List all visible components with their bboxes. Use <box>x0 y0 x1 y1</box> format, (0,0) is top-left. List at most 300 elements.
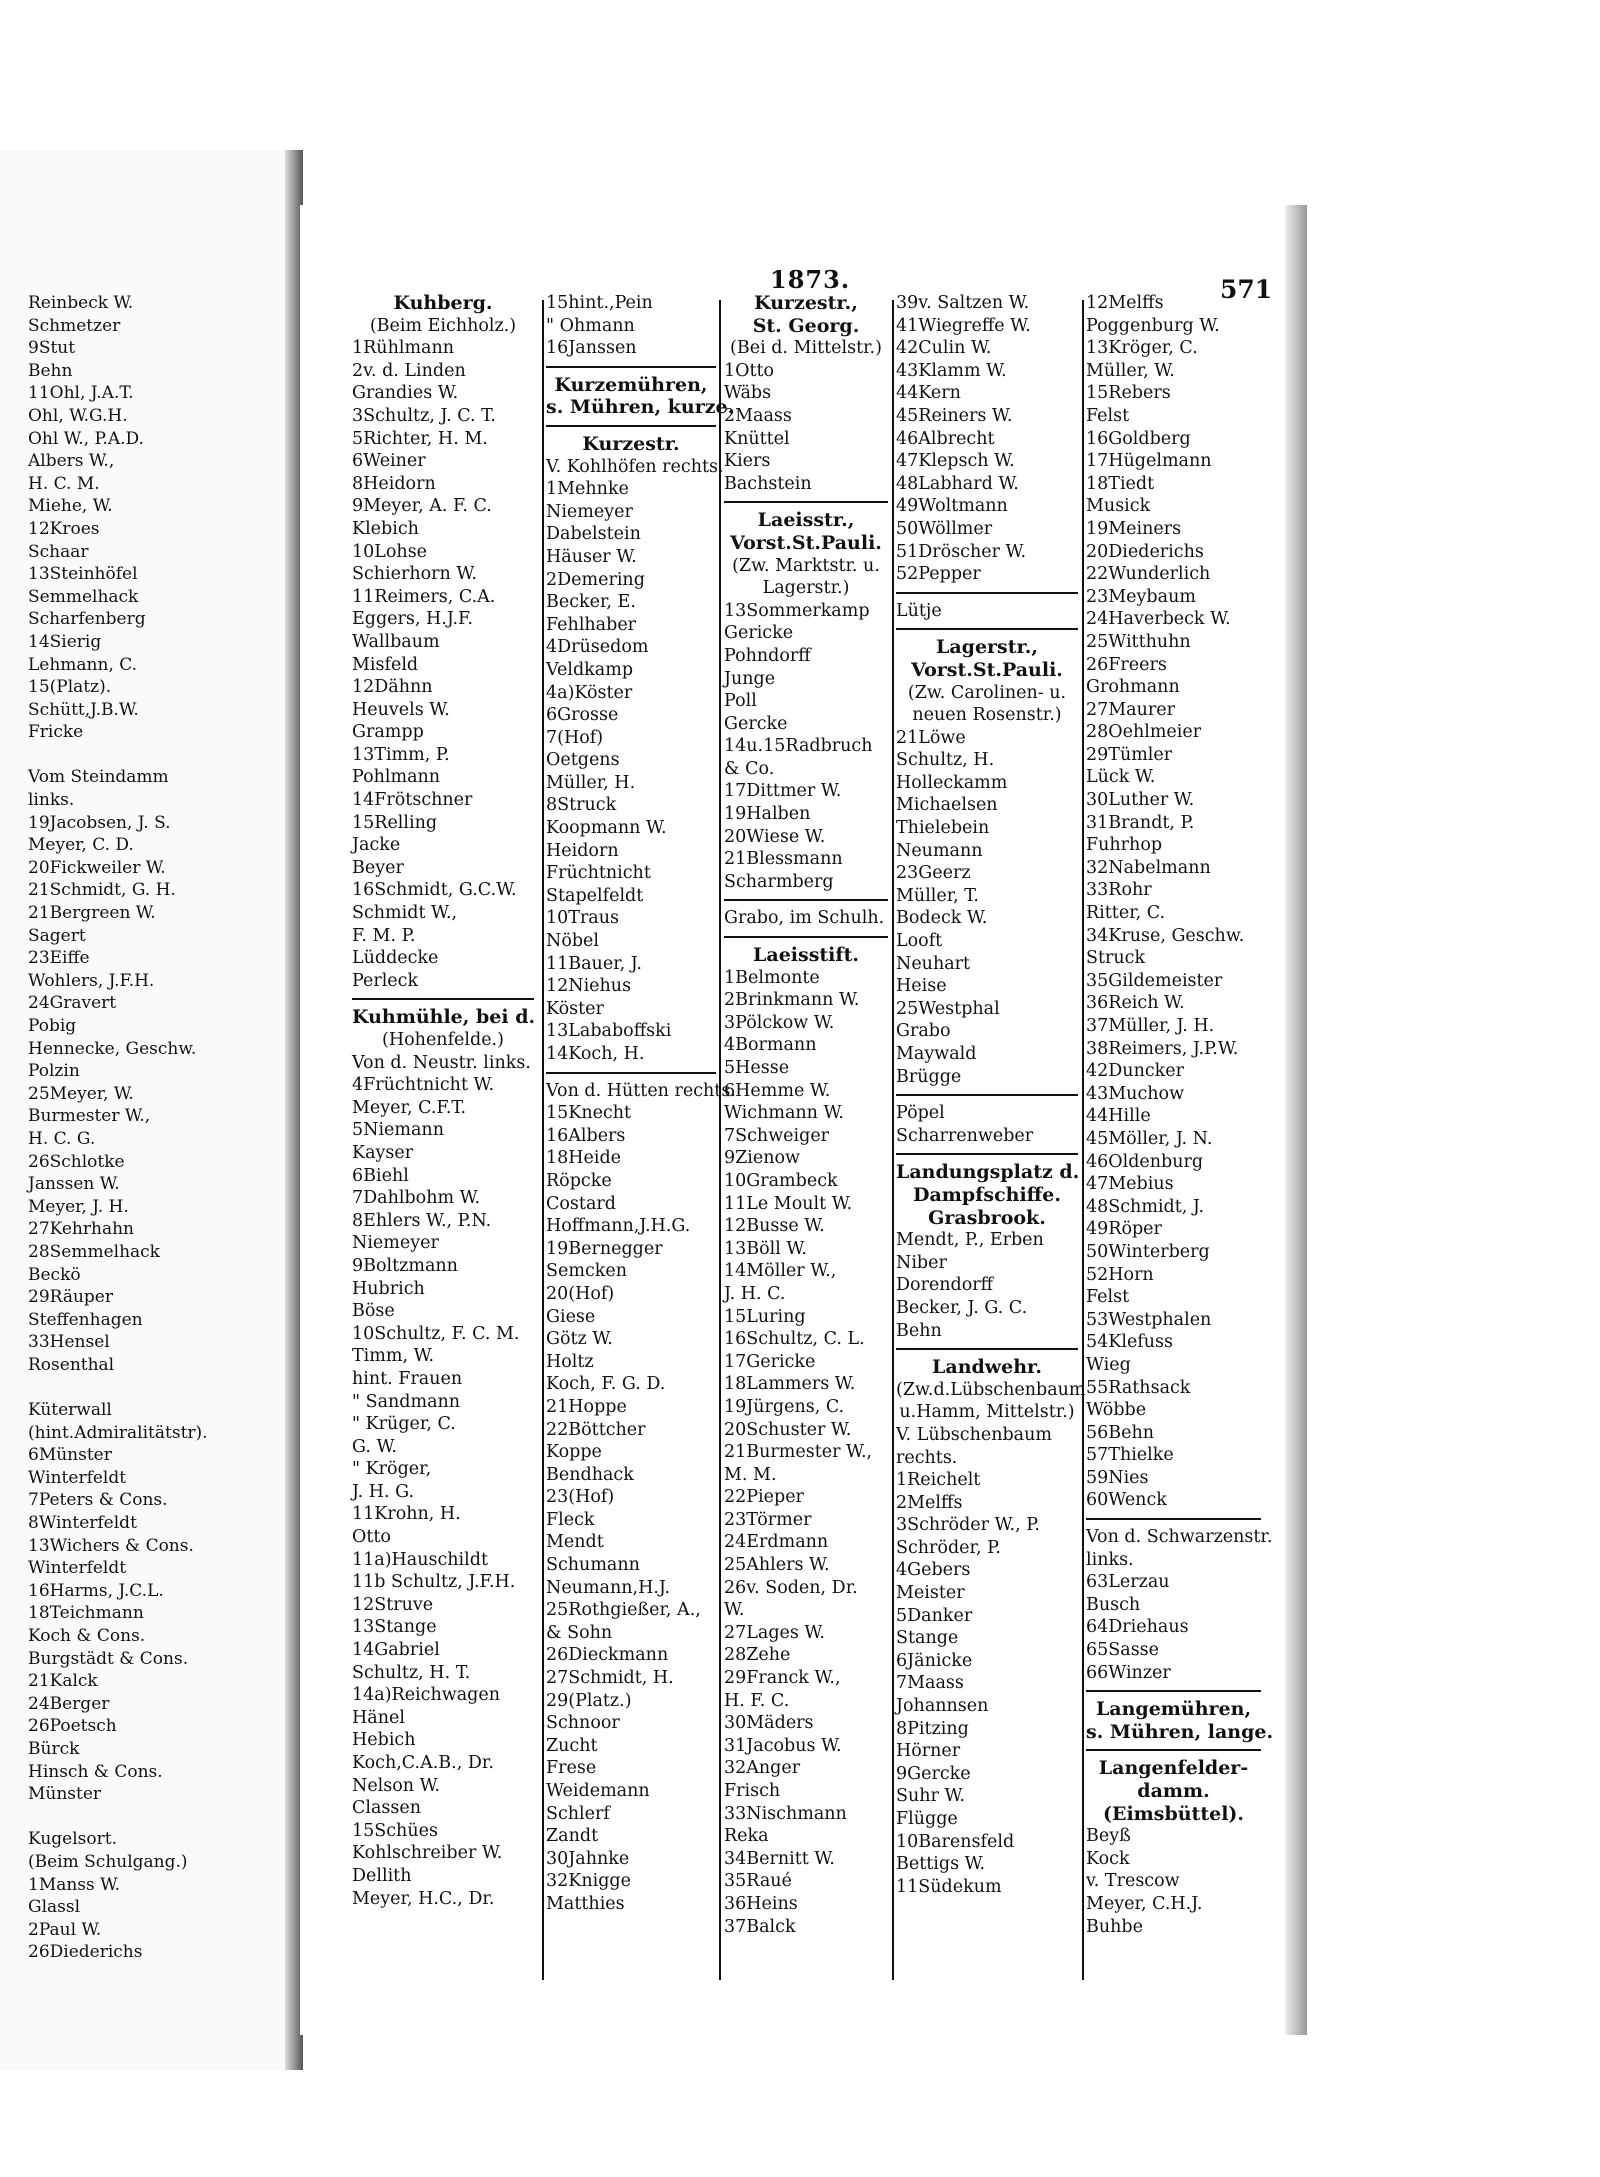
resident-entry: Hänel <box>352 1707 405 1728</box>
resident-entry: Poggenburg W. <box>1086 315 1220 336</box>
resident-entry: Classen <box>352 1798 422 1819</box>
resident-entry: 15Luring <box>724 1306 806 1327</box>
resident-entry: 23(Hof) <box>546 1487 615 1508</box>
resident-entry: 22Böttcher <box>546 1419 646 1440</box>
left-entry: Wohlers, J.F.H. <box>28 970 155 991</box>
resident-entry: " Kröger, <box>352 1459 432 1480</box>
resident-entry: 21Löwe <box>896 727 966 748</box>
resident-entry: 1Otto <box>724 360 775 381</box>
resident-entry: 13Stange <box>352 1617 437 1638</box>
section-rule <box>546 1072 716 1074</box>
section-rule <box>724 899 888 901</box>
resident-entry: Frese <box>546 1758 597 1779</box>
resident-entry: 10Lohse <box>352 541 428 562</box>
left-entry: 11Ohl, J.A.T. <box>28 383 134 404</box>
resident-entry: V. Lübschenbaum <box>896 1424 1052 1445</box>
resident-entry: rechts. <box>896 1447 958 1468</box>
resident-entry: 4Gebers <box>896 1560 971 1581</box>
resident-entry: 15Knecht <box>546 1103 632 1124</box>
resident-entry: Schröder, P. <box>896 1537 1001 1558</box>
resident-entry: 45Möller, J. N. <box>1086 1128 1213 1149</box>
resident-entry: 63Lerzau <box>1086 1572 1170 1593</box>
resident-entry: 47Klepsch W. <box>896 451 1015 472</box>
column-rule <box>892 300 894 1980</box>
left-entry: Pobig <box>28 1016 77 1036</box>
resident-entry: 47Mebius <box>1086 1174 1174 1195</box>
resident-entry: Nelson W. <box>352 1775 441 1796</box>
resident-entry: Kock <box>1086 1848 1130 1869</box>
resident-entry: 3Pölckow W. <box>724 1012 835 1033</box>
resident-entry: Bachstein <box>724 473 812 494</box>
left-entry: 33Hensel <box>28 1332 110 1353</box>
street-heading: Kuhberg. <box>393 292 493 314</box>
left-entry: 7Peters & Cons. <box>28 1490 168 1511</box>
resident-entry: hint. Frauen <box>352 1368 463 1389</box>
resident-entry: 2Melffs <box>896 1492 963 1513</box>
left-entry: Hennecke, Geschw. <box>28 1038 197 1059</box>
directory-column-3 <box>724 292 888 1938</box>
street-note: (Zw.d.Lübschenbaum <box>896 1379 1086 1400</box>
left-entry: 18Teichmann <box>28 1603 144 1624</box>
resident-entry: 13Timm, P. <box>352 744 450 765</box>
resident-entry: Böse <box>352 1301 395 1322</box>
left-entry: Miehe, W. <box>28 496 113 517</box>
resident-entry: v. Trescow <box>1086 1871 1180 1892</box>
resident-entry: 43Klamm W. <box>896 360 1007 381</box>
resident-entry: 11Bauer, J. <box>546 953 642 974</box>
resident-entry: Wöbbe <box>1086 1400 1147 1421</box>
left-entry: Schmetzer <box>28 315 121 336</box>
resident-entry: 23Meybaum <box>1086 586 1196 607</box>
resident-entry: 18Tiedt <box>1086 473 1155 494</box>
resident-entry: 16Schultz, C. L. <box>724 1329 865 1350</box>
resident-entry: 53Westphalen <box>1086 1309 1212 1330</box>
street-note: (Beim Eichholz.) <box>369 315 517 336</box>
column-rule <box>542 300 544 1980</box>
resident-entry: Hoffmann,J.H.G. <box>546 1216 691 1237</box>
left-entry: Behn <box>28 360 73 381</box>
resident-entry: 20Schuster W. <box>724 1419 852 1440</box>
resident-entry: Brügge <box>896 1066 962 1087</box>
section-rule <box>724 501 888 503</box>
resident-entry: 31Brandt, P. <box>1086 812 1195 833</box>
resident-entry: Buhbe <box>1086 1916 1143 1937</box>
left-entry: Winterfeldt <box>28 1467 127 1488</box>
street-note: Lagerstr.) <box>762 578 850 599</box>
resident-entry: & Co. <box>724 758 775 779</box>
left-entry: 20Fickweiler W. <box>28 857 166 878</box>
resident-entry: Lüddecke <box>352 948 439 969</box>
resident-entry: Eggers, H.J.F. <box>352 609 474 630</box>
left-entry: 21Bergreen W. <box>28 903 156 924</box>
resident-entry: 13Kröger, C. <box>1086 338 1198 359</box>
column-rule <box>1082 300 1084 1980</box>
resident-entry: 65Sasse <box>1086 1640 1160 1661</box>
resident-entry: Von d. Hütten rechts. <box>546 1080 736 1101</box>
resident-entry: 20Diederichs <box>1086 541 1204 562</box>
left-entry: 2Paul W. <box>28 1919 102 1940</box>
resident-entry: 5Hesse <box>724 1058 790 1078</box>
resident-entry: 9Boltzmann <box>352 1255 458 1276</box>
left-entry: Sagert <box>28 925 86 946</box>
resident-entry: 32Knigge <box>546 1871 631 1892</box>
resident-entry: 5Richter, H. M. <box>352 428 488 449</box>
resident-entry: Wäbs <box>724 383 772 404</box>
left-entry: Hinsch & Cons. <box>28 1761 163 1782</box>
resident-entry: 9Gercke <box>896 1763 971 1784</box>
resident-entry: Fehlhaber <box>546 614 637 635</box>
resident-entry: Becker, J. G. C. <box>896 1297 1028 1318</box>
resident-entry: 39v. Saltzen W. <box>896 293 1030 313</box>
resident-entry: 25Westphal <box>896 998 1000 1019</box>
directory-column-1 <box>352 292 534 1910</box>
resident-entry: 44Hille <box>1086 1106 1151 1127</box>
resident-entry: 11Krohn, H. <box>352 1504 461 1525</box>
resident-entry: Koppe <box>546 1442 602 1463</box>
resident-entry: 14u.15Radbruch <box>724 736 873 757</box>
resident-entry: 21Hoppe <box>546 1396 627 1417</box>
resident-entry: Fleck <box>546 1509 595 1530</box>
left-entry <box>28 1377 210 1400</box>
resident-entry: 46Albrecht <box>896 428 995 449</box>
street-heading: Kurzestr., <box>754 292 858 314</box>
resident-entry: Neumann,H.J. <box>546 1577 671 1598</box>
resident-entry: 16Janssen <box>546 338 637 359</box>
left-entry: Ohl, W.G.H. <box>28 405 128 426</box>
resident-entry: Wichmann W. <box>724 1103 844 1124</box>
left-entry: 26Poetsch <box>28 1716 117 1737</box>
resident-entry: 50Winterberg <box>1086 1241 1210 1262</box>
resident-entry: M. M. <box>724 1464 777 1485</box>
street-heading: Kuhmühle, bei d. <box>352 1006 536 1029</box>
left-entry: 15(Platz). <box>28 677 112 698</box>
resident-entry: 48Labhard W. <box>896 473 1019 494</box>
left-page-column <box>28 292 210 1964</box>
left-entry: Steffenhagen <box>28 1309 143 1330</box>
section-rule <box>896 628 1078 630</box>
resident-entry: Becker, E. <box>546 592 636 613</box>
resident-entry: 20Wiese W. <box>724 826 826 847</box>
resident-entry: Junge <box>724 668 776 689</box>
left-entry: Polzin <box>28 1061 80 1082</box>
resident-entry: Jacke <box>352 835 401 856</box>
page-year: 1873. <box>770 265 851 294</box>
section-rule <box>1086 1749 1261 1751</box>
resident-entry: 4Drüsedom <box>546 637 649 658</box>
street-note: (Zw. Carolinen- u. <box>907 682 1067 703</box>
resident-entry: 48Schmidt, J. <box>1086 1196 1205 1217</box>
resident-entry: Michaelsen <box>896 795 998 816</box>
left-entry: 26Diederichs <box>28 1942 143 1963</box>
resident-entry: 2Demering <box>546 569 645 590</box>
left-entry: Schütt,J.B.W. <box>28 699 139 720</box>
resident-entry: Dellith <box>352 1865 412 1886</box>
resident-entry: Koopmann W. <box>546 818 667 839</box>
resident-entry: Beyer <box>352 857 404 878</box>
resident-entry: 54Klefuss <box>1086 1332 1174 1353</box>
resident-entry: Lück W. <box>1086 767 1156 788</box>
resident-entry: 11Südekum <box>896 1876 1002 1897</box>
left-entry: Münster <box>28 1784 102 1805</box>
resident-entry: 6Biehl <box>352 1165 409 1186</box>
left-entry: Winterfeldt <box>28 1558 127 1579</box>
resident-entry: 4Bormann <box>724 1035 817 1056</box>
left-entry: 27Kehrhahn <box>28 1219 134 1240</box>
section-rule <box>546 366 716 368</box>
resident-entry: Häuser W. <box>546 546 637 567</box>
resident-entry: 17Dittmer W. <box>724 781 842 802</box>
resident-entry: Köster <box>546 998 604 1019</box>
resident-entry: 1Reichelt <box>896 1470 981 1491</box>
resident-entry: Reka <box>724 1826 769 1847</box>
resident-entry: 10Barensfeld <box>896 1831 1015 1852</box>
resident-entry: 25Rothgießer, A., <box>546 1600 701 1621</box>
resident-entry: Grampp <box>352 722 424 743</box>
resident-entry: Johannsen <box>896 1696 989 1717</box>
resident-entry: Giese <box>546 1306 596 1327</box>
resident-entry: Heuvels W. <box>352 699 450 720</box>
resident-entry: Müller, W. <box>1086 360 1175 381</box>
left-entry: links. <box>28 790 75 811</box>
resident-entry: Scharrenweber <box>896 1125 1034 1146</box>
resident-entry: 5Danker <box>896 1605 973 1626</box>
resident-entry: Neuhart <box>896 953 971 974</box>
resident-entry: Bettigs W. <box>896 1854 986 1875</box>
resident-entry: Maywald <box>896 1044 977 1064</box>
resident-entry: 41Wiegreffe W. <box>896 315 1031 336</box>
resident-entry: Ritter, C. <box>1086 903 1166 924</box>
section-rule <box>896 1348 1078 1350</box>
resident-entry: 1Rühlmann <box>352 338 455 359</box>
left-entry: 13Wichers & Cons. <box>28 1535 194 1556</box>
street-note: u.Hamm, Mittelstr.) <box>899 1402 1075 1423</box>
resident-entry: 49Woltmann <box>896 496 1008 517</box>
left-entry: Meyer, J. H. <box>28 1196 129 1217</box>
resident-entry: Perleck <box>352 970 419 991</box>
left-entry: 16Harms, J.C.L. <box>28 1580 164 1601</box>
street-note: (Hohenfelde.) <box>382 1030 504 1050</box>
resident-entry: Stapelfeldt <box>546 885 644 906</box>
resident-entry: 1Belmonte <box>724 967 820 988</box>
left-entry: Burmester W., <box>28 1106 151 1127</box>
resident-entry: 18Heide <box>546 1148 622 1169</box>
resident-entry: 3Schultz, J. C. T. <box>352 405 496 426</box>
resident-entry: F. M. P. <box>352 925 416 946</box>
resident-entry: Wieg <box>1086 1354 1131 1375</box>
left-entry: Scharfenberg <box>28 609 146 630</box>
resident-entry: 8Pitzing <box>896 1718 969 1739</box>
resident-entry: 46Oldenburg <box>1086 1151 1204 1172</box>
resident-entry: Schultz, H. <box>896 750 995 771</box>
resident-entry: Meyer, H.C., Dr. <box>352 1888 495 1909</box>
resident-entry: 33Nischmann <box>724 1803 847 1824</box>
resident-entry: Holtz <box>546 1351 594 1372</box>
left-entry: 25Meyer, W. <box>28 1083 134 1104</box>
left-entry: Ohl W., P.A.D. <box>28 428 144 449</box>
resident-entry: 12Niehus <box>546 976 632 997</box>
resident-entry: W. <box>724 1600 745 1621</box>
resident-entry: 57Thielke <box>1086 1445 1174 1466</box>
resident-entry: 55Rathsack <box>1086 1377 1191 1398</box>
resident-entry: 14Frötschner <box>352 790 473 811</box>
street-heading: (Eimsbüttel). <box>1102 1802 1245 1825</box>
street-heading: Langenfelder- <box>1098 1757 1249 1780</box>
page-edge <box>1285 205 1307 2035</box>
resident-entry: 42Duncker <box>1086 1061 1184 1082</box>
left-entry: 1Manss W. <box>28 1874 121 1895</box>
resident-entry: 1Mehnke <box>546 479 629 500</box>
resident-entry: Misfeld <box>352 654 419 675</box>
left-entry: Semmelhack <box>28 586 139 607</box>
left-entry: Meyer, C. D. <box>28 835 134 856</box>
section-rule <box>352 998 534 1000</box>
street-heading: damm. <box>1137 1780 1210 1802</box>
resident-entry: Grohmann <box>1086 677 1180 698</box>
resident-entry: 8Ehlers W., P.N. <box>352 1210 492 1231</box>
street-heading: Laeisstr., <box>757 509 855 532</box>
resident-entry: Röpcke <box>546 1170 612 1191</box>
resident-entry: 27Schmidt, H. <box>546 1668 674 1689</box>
resident-entry: 29Tümler <box>1086 744 1173 765</box>
resident-entry: Matthies <box>546 1893 625 1914</box>
resident-entry: 21Blessmann <box>724 849 843 870</box>
resident-entry: 60Wenck <box>1086 1490 1167 1511</box>
left-entry: 13Steinhöfel <box>28 564 138 585</box>
resident-entry: 33Rohr <box>1086 880 1152 901</box>
resident-entry: Grabo, im Schulh. <box>724 908 885 929</box>
section-rule <box>1086 1690 1261 1692</box>
resident-entry: Wallbaum <box>352 631 440 652</box>
left-entry: 21Kalck <box>28 1671 98 1692</box>
resident-entry: 36Heins <box>724 1893 798 1914</box>
street-note: neuen Rosenstr.) <box>912 705 1062 726</box>
resident-entry: 19Jürgens, C. <box>724 1396 845 1417</box>
resident-entry: 25Witthuhn <box>1086 631 1191 652</box>
resident-entry: Hörner <box>896 1741 961 1762</box>
left-entry: Burgstädt & Cons. <box>28 1648 189 1669</box>
resident-entry: & Sohn <box>546 1622 613 1643</box>
section-rule <box>896 1153 1078 1155</box>
left-entry: Fricke <box>28 722 84 743</box>
resident-entry: 23Geerz <box>896 863 971 884</box>
resident-entry: 29Franck W., <box>724 1668 841 1689</box>
resident-entry: 7(Hof) <box>546 727 604 748</box>
left-entry: 9Stut <box>28 338 76 359</box>
resident-entry: Grandies W. <box>352 383 459 404</box>
left-entry: (Beim Schulgang.) <box>28 1851 188 1872</box>
resident-entry: 11Le Moult W. <box>724 1193 853 1214</box>
section-rule <box>896 592 1078 594</box>
resident-entry: 10Schultz, F. C. M. <box>352 1323 520 1344</box>
resident-entry: 23Törmer <box>724 1509 812 1530</box>
resident-entry: Nöbel <box>546 931 600 952</box>
resident-entry: 11Reimers, C.A. <box>352 586 496 607</box>
resident-entry: 64Driehaus <box>1086 1617 1189 1638</box>
resident-entry: Veldkamp <box>546 659 634 680</box>
resident-entry: Meyer, C.H.J. <box>1086 1893 1203 1914</box>
resident-entry: 14Gabriel <box>352 1640 440 1661</box>
resident-entry: Semcken <box>546 1261 627 1282</box>
left-entry: Vom Steindamm <box>28 767 169 788</box>
resident-entry: Von d. Neustr. links. <box>352 1052 531 1073</box>
resident-entry: Felst <box>1086 405 1130 426</box>
resident-entry: Müller, T. <box>896 885 979 906</box>
resident-entry: 29(Platz.) <box>546 1690 632 1711</box>
resident-entry: 12Dähnn <box>352 677 433 698</box>
left-entry: 26Schlotke <box>28 1151 125 1172</box>
resident-entry: 13Lababoffski <box>546 1021 672 1042</box>
resident-entry: 56Behn <box>1086 1422 1155 1443</box>
resident-entry: 14Möller W., <box>724 1261 837 1282</box>
street-heading: Landwehr. <box>932 1356 1042 1379</box>
left-entry: 21Schmidt, G. H. <box>28 880 176 901</box>
resident-entry: 16Albers <box>546 1125 626 1146</box>
resident-entry: 5Niemann <box>352 1120 444 1141</box>
section-rule <box>1086 1518 1261 1520</box>
resident-entry: G. W. <box>352 1436 397 1457</box>
street-heading: Landungsplatz d. <box>896 1161 1080 1184</box>
left-entry: 23Eiffe <box>28 948 90 969</box>
resident-entry: Klebich <box>352 518 419 539</box>
left-entry: 24Berger <box>28 1693 110 1714</box>
resident-entry: Zandt <box>546 1826 599 1847</box>
street-heading: Lagerstr., <box>935 636 1039 659</box>
resident-entry: Timm, W. <box>352 1346 435 1367</box>
street-heading: Grasbrook. <box>928 1206 1046 1229</box>
resident-entry: Poll <box>724 691 757 712</box>
left-entry: (hint.Admiralitätstr). <box>28 1422 208 1443</box>
resident-entry: 32Anger <box>724 1758 801 1779</box>
resident-entry: 9Zienow <box>724 1148 801 1169</box>
resident-entry: J. H. G. <box>352 1481 415 1502</box>
resident-entry: 17Gericke <box>724 1351 816 1372</box>
resident-entry: Oetgens <box>546 750 620 771</box>
left-entry: Kugelsort. <box>28 1829 117 1850</box>
column-rule <box>719 300 721 1980</box>
resident-entry: 10Grambeck <box>724 1170 838 1191</box>
left-entry: 6Münster <box>28 1445 112 1466</box>
resident-entry: 4a)Köster <box>546 682 633 703</box>
resident-entry: Götz W. <box>546 1329 613 1350</box>
resident-entry: 30Jahnke <box>546 1848 630 1869</box>
resident-entry: 28Zehe <box>724 1645 791 1666</box>
left-entry: 12Kroes <box>28 518 100 539</box>
resident-entry: 13Böll W. <box>724 1238 807 1259</box>
directory-column-4 <box>896 292 1086 1898</box>
resident-entry: Schnoor <box>546 1713 620 1734</box>
resident-entry: J. H. C. <box>724 1283 786 1304</box>
left-entry: 8Winterfeldt <box>28 1513 137 1534</box>
section-rule <box>896 1094 1078 1096</box>
resident-entry: Scharmberg <box>724 871 834 892</box>
resident-entry: 10Traus <box>546 908 619 929</box>
section-rule <box>546 425 716 427</box>
resident-entry: Otto <box>352 1527 391 1548</box>
resident-entry: 14a)Reichwagen <box>352 1685 500 1706</box>
resident-entry: 36Reich W. <box>1086 993 1185 1014</box>
left-entry: Lehmann, C. <box>28 654 138 675</box>
resident-entry: 7Maass <box>896 1673 964 1694</box>
resident-entry: 50Wöllmer <box>896 518 993 539</box>
left-entry: Beckö <box>28 1264 81 1285</box>
resident-entry: " Ohmann <box>546 315 635 336</box>
resident-entry: 17Hügelmann <box>1086 451 1212 472</box>
resident-entry: Meister <box>896 1583 965 1604</box>
resident-entry: Dorendorff <box>896 1275 994 1296</box>
resident-entry: 6Jänicke <box>896 1650 973 1671</box>
street-heading: Vorst.St.Pauli. <box>730 531 882 554</box>
resident-entry: 19Bernegger <box>546 1238 663 1259</box>
